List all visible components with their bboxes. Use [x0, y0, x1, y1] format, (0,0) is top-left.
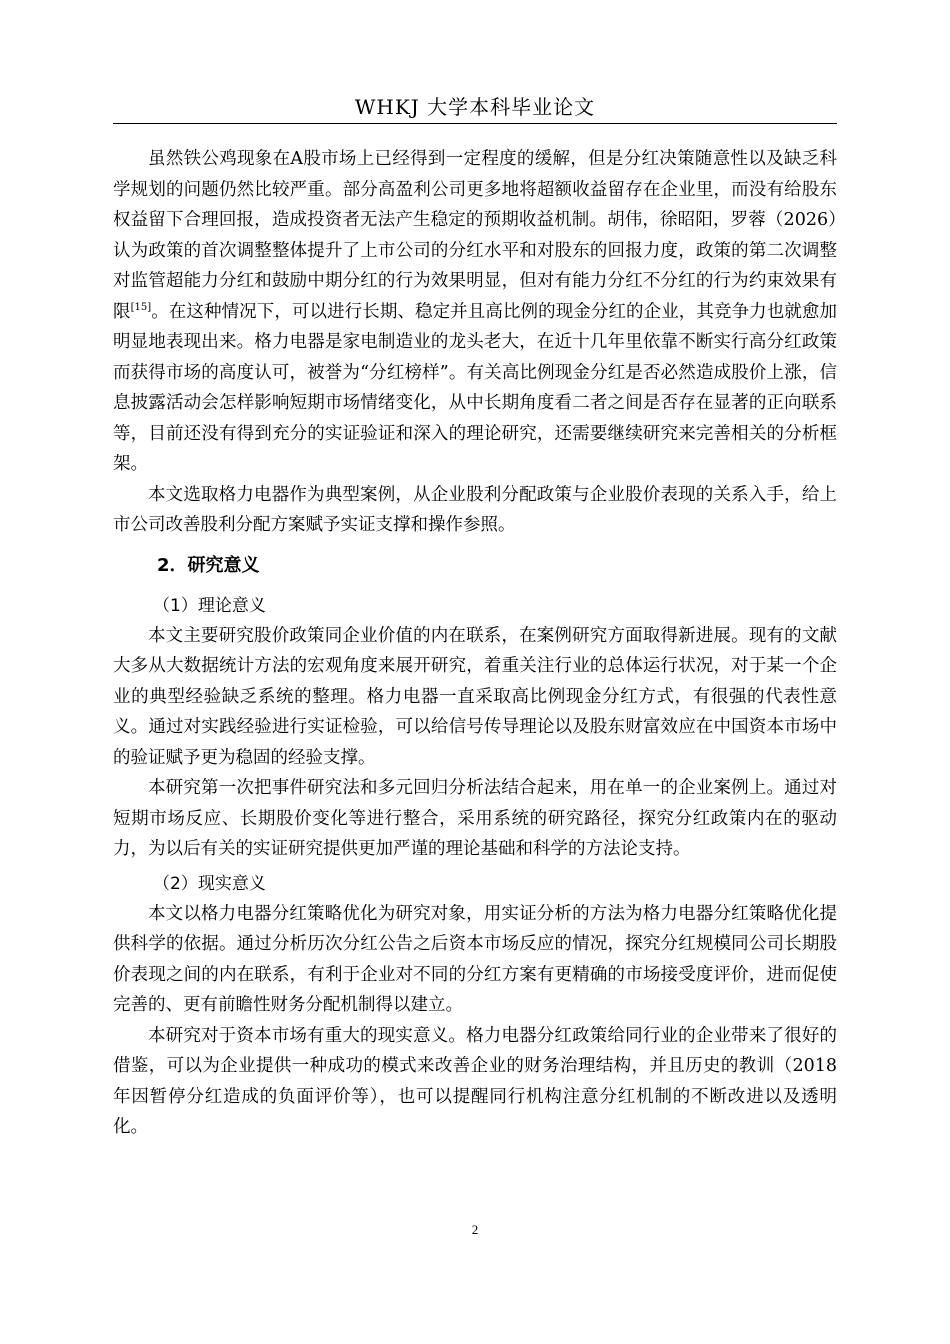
paragraph-theory-2: 本研究第一次把事件研究法和多元回归分析法结合起来，用在单一的企业案例上。通过对短期市场反应、长期股价变化等进行整合，采用系统的研究路径，探究分红政策内在的驱动力，为以后有关的实证研究提供更加严谨的理论基础和科学的方法论支持。	[113, 778, 837, 859]
paragraph-practice-2: 本研究对于资本市场有重大的现实意义。格力电器分红政策给同行业的企业带来了很好的借鉴，可以为企业提供一种成功的模式来改善企业的财务治理结构，并且历史的教训（2018年因暂停分红造成的负面评价等），也可以提醒同行机构注意分红机制的不断改进以及透明化。	[113, 1025, 837, 1137]
header-divider	[113, 123, 837, 124]
subsection-heading-practice: （2）现实意义	[153, 873, 266, 894]
page-header-title: WHKJ 大学本科毕业论文	[354, 95, 596, 119]
page-body	[113, 144, 837, 1143]
paragraph-practice-1: 本文以格力电器分红策略优化为研究对象，用实证分析的方法为格力电器分红策略优化提供科学的依据。通过分析历次分红公告之后资本市场反应的情况，探究分红规模同公司长期股价表现之间的内在联系，有利于企业对不同的分红方案有更精确的市场接受度评价，进而促使完善的、更有前瞻性财务分配机制得以建立。	[113, 903, 837, 1015]
paragraph-background	[113, 144, 837, 480]
paragraph-case-selection: 本文选取格力电器作为典型案例，从企业股利分配政策与企业股价表现的关系入手，给上市公司改善股利分配方案赋予实证支撑和操作参照。	[113, 484, 837, 535]
paragraph-text: 虽然铁公鸡现象在A股市场上已经得到一定程度的缓解，但是分红决策随意性以及缺乏科学规划的问题仍然比较严重。部分高盈利公司更多地将超额收益留存在企业里，而没有给股东权益留下合理回报，造成投资者无法产生稳定的预期收益机制。胡伟，徐昭阳，罗蓉（2026）认为政策的首次调整整体提升了上市公司的分红水平和对股东的回报力度，政策的第二次调整对监管超能力分红和鼓励中期分红的行为效果明显，但对有能力分红不分红的行为约束效果有限	[113, 149, 837, 322]
section-heading-significance: 2．研究意义	[157, 554, 260, 576]
paragraph-text: 。在这种情况下，可以进行长期、稳定并且高比例的现金分红的企业，其竞争力也就愈加明显地表现出来。格力电器是家电制造业的龙头老大，在近十几年里依靠不断实行高分红政策而获得市场的高度认可，被誉为“分红榜样”。有关高比例现金分红是否必然造成股价上涨，信息披露活动会怎样影响短期市场情绪变化，从中长期角度看二者之间是否存在显著的正向联系等，目前还没有得到充分的实证验证和深入的理论研究，还需要继续研究来完善相关的分析框架。	[113, 301, 838, 474]
subsection-heading-theory: （1）理论意义	[153, 595, 266, 616]
page-number: 2	[471, 1222, 479, 1237]
paragraph-theory-1: 本文主要研究股价政策同企业价值的内在联系，在案例研究方面取得新进展。现有的文献大多从大数据统计方法的宏观角度来展开研究，着重关注行业的总体运行状况，对于某一个企业的典型经验缺乏系统的整理。格力电器一直采取高比例现金分红方式，有很强的代表性意义。通过对实践经验进行实证检验，可以给信号传导理论以及股东财富效应在中国资本市场中的验证赋予更为稳固的经验支撑。	[113, 625, 837, 768]
citation-ref: [15]	[130, 301, 152, 313]
